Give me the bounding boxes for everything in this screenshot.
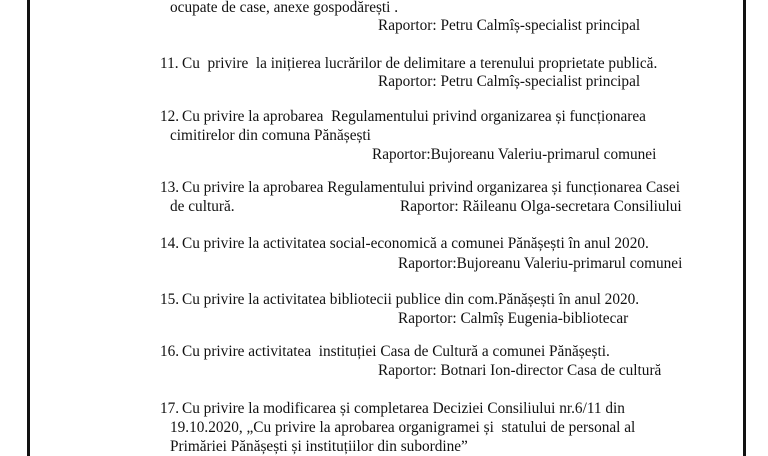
item-11-raportor: Raportor: Petru Calmîș-specialist principal	[378, 73, 641, 90]
item-16-raportor: Raportor: Botnari Ion-director Casa de cultură	[378, 362, 662, 379]
item-14-line-1: Cu privire la activitatea social-economică a comunei Pănășești în anul 2020.	[182, 235, 649, 252]
item-17-line-3: Primăriei Pănășești și instituțiilor din subordine”	[170, 438, 468, 455]
item-14-number: 14.	[160, 235, 180, 252]
item-16-line-1: Cu privire activitatea instituției Casa de Cultură a comunei Pănășești.	[182, 343, 610, 360]
item-12-line-1: Cu privire la aprobarea Regulamentului privind organizarea și funcționarea	[182, 108, 646, 125]
item-14-raportor: Raportor:Bujoreanu Valeriu-primarul comunei	[398, 255, 683, 272]
item-10-raportor: Raportor: Petru Calmîș-specialist principal	[378, 17, 641, 34]
item-17-line-2: 19.10.2020, „Cu privire la aprobarea organigramei și statului de personal al	[170, 419, 636, 436]
item-11-number: 11.	[160, 55, 179, 72]
item-17-number: 17.	[160, 400, 180, 417]
item-12-line-2: cimitirelor din comuna Pănășești	[170, 127, 371, 144]
item-11-line-1: Cu privire la inițierea lucrărilor de delimitare a terenului proprietate publică.	[182, 55, 658, 72]
item-13-line-1: Cu privire la aprobarea Regulamentului privind organizarea și funcționarea Casei	[182, 179, 680, 196]
item-15-number: 15.	[160, 291, 180, 308]
item-13-raportor: Raportor: Răileanu Olga-secretara Consiliului	[400, 198, 682, 215]
page-border-left	[27, 0, 30, 456]
item-15-raportor: Raportor: Calmîș Eugenia-bibliotecar	[398, 310, 629, 327]
item-13-line-2: de cultură.	[170, 198, 235, 215]
item-13-number: 13.	[160, 179, 180, 196]
page-border-right	[743, 0, 746, 456]
item-15-line-1: Cu privire la activitatea bibliotecii publice din com.Pănășești în anul 2020.	[182, 291, 640, 308]
item-10-line-1: ocupate de case, anexe gospodărești .	[170, 0, 399, 16]
item-16-number: 16.	[160, 343, 180, 360]
item-12-number: 12.	[160, 108, 180, 125]
item-17-line-1: Cu privire la modificarea și completarea Deciziei Consiliului nr.6/11 din	[182, 400, 625, 417]
item-12-raportor: Raportor:Bujoreanu Valeriu-primarul comunei	[372, 146, 657, 163]
